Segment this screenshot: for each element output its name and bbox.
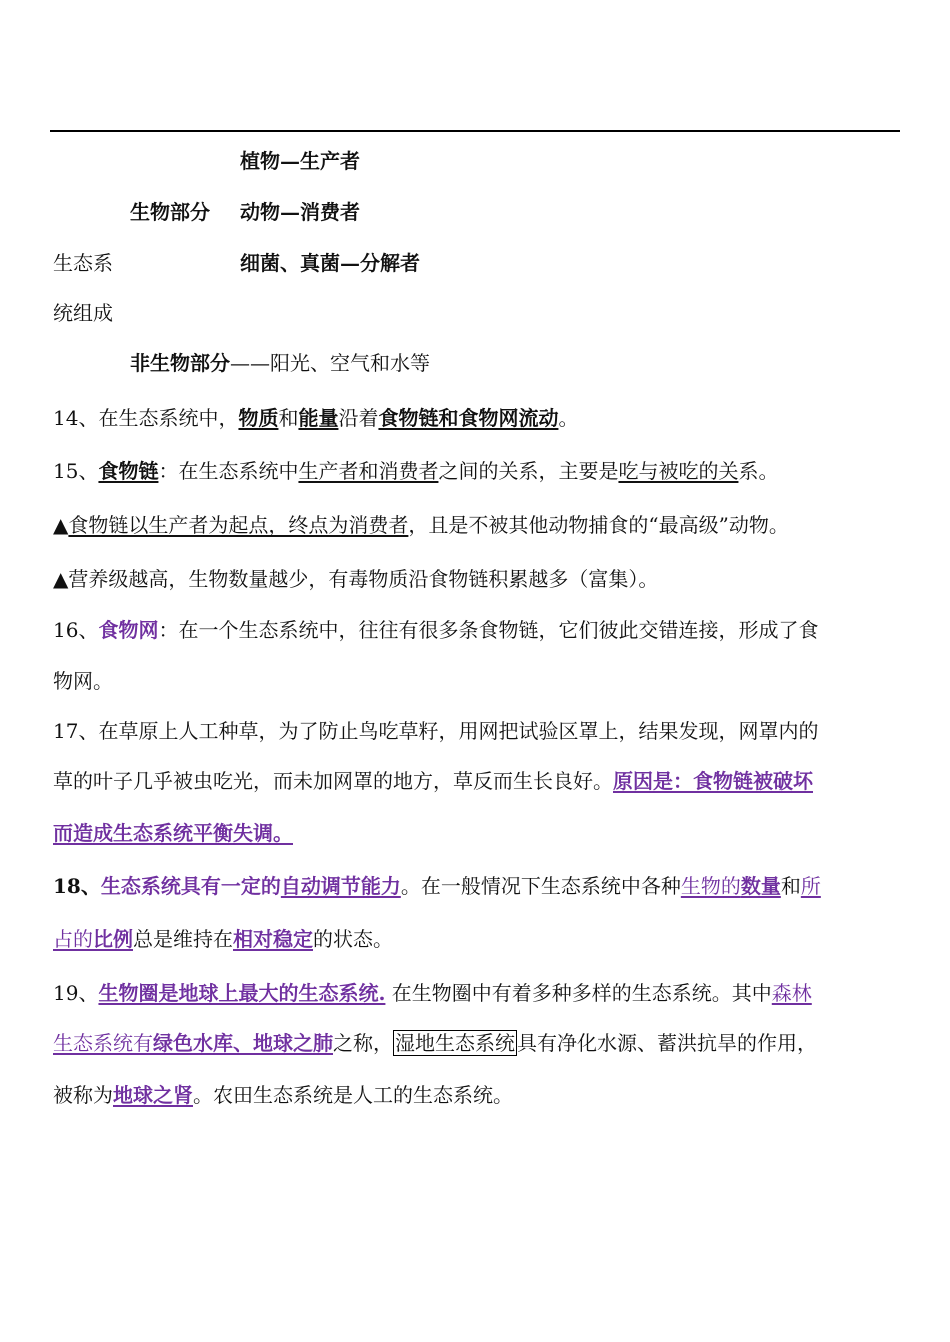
item-14: [53, 405, 578, 431]
item-text: ，且是不被其他动物捕食的“最高级”动物。: [408, 513, 789, 537]
keyword-food-chain-flow: 食物链和食物网流动: [378, 406, 559, 430]
item-text: 沿着: [338, 406, 379, 430]
item-number: 16、: [53, 618, 99, 642]
item-number: 18、: [53, 874, 101, 898]
producers-consumers: 生产者和消费者: [298, 459, 439, 483]
item-text: 。: [558, 406, 579, 430]
item-15: [53, 458, 778, 484]
nonliving-row: [130, 350, 430, 376]
note-underlined: 食物链以生产者为起点，终点为消费者: [68, 513, 409, 537]
keyword-matter: 物质: [238, 406, 279, 430]
wetland-boxed: 湿地生态系统: [395, 1031, 515, 1055]
term-self-regulation: 生态系统具有一定的: [100, 874, 281, 898]
keyword-earth-kidney: 地球之肾: [113, 1083, 193, 1107]
item-17-line1: 17、在草原上人工种草，为了防止鸟吃草籽，用网把试验区罩上，结果发现，网罩内的: [53, 719, 819, 743]
keyword-energy: 能量: [298, 406, 339, 430]
plants-producers: 植物—生产者: [240, 149, 360, 173]
keyword-organisms: 生物的: [680, 874, 741, 898]
item-19-line2: [53, 1030, 817, 1056]
ecosystem-label-b: 统组成: [53, 301, 113, 325]
item-18-line1: [53, 873, 821, 899]
triangle-icon: ▲: [53, 513, 69, 537]
keyword-proportion-start: 所: [800, 874, 821, 898]
item-text: 草的叶子几乎被虫吃光，而未加网罩的地方，草反而生长良好。: [53, 769, 613, 793]
item-text: 。在一般情况下生态系统中各种: [400, 874, 681, 898]
keyword-forest: 森林: [771, 981, 812, 1005]
living-part-label: 生物部分: [130, 200, 210, 224]
item-text: 具有净化水源、蓄洪抗旱的作用，: [517, 1031, 817, 1055]
item-number: 19、: [53, 981, 99, 1005]
ecosystem-label-a: 生态系: [53, 251, 113, 275]
item-text: 在生态系统中，: [98, 406, 239, 430]
item-text: 的状态。: [313, 927, 393, 951]
item-19-line3: [53, 1082, 513, 1108]
item-text: 总是维持在: [133, 927, 233, 951]
note-trophic-level: ▲营养级越高，生物数量越少，有毒物质沿食物链积累越多（富集）。: [53, 567, 659, 591]
nonliving-part-label: 非生物部分: [130, 351, 230, 375]
term-food-chain: 食物链: [98, 459, 159, 483]
keyword-quantity: 数量: [740, 874, 781, 898]
item-17-reason-end: 而造成生态系统平衡失调。: [53, 821, 293, 845]
item-16-line2: 物网。: [53, 669, 113, 693]
item-number: 15、: [53, 459, 99, 483]
term-food-web: 食物网: [98, 618, 159, 642]
keyword-self-regulation: 自动调节能力: [280, 874, 401, 898]
item-text: ：在一个生态系统中，往往有很多条食物链，它们彼此交错连接，形成了食: [158, 618, 819, 642]
item-text: 在生物圈中有着多种多样的生态系统。其中: [385, 981, 772, 1005]
item-text: ：在生态系统中: [158, 459, 299, 483]
keyword-biosphere: 生物圈是地球上最大的生态系统.: [98, 981, 386, 1005]
item-text: 系。: [738, 459, 779, 483]
item-text: 和: [780, 874, 801, 898]
item-18-line2: [53, 926, 393, 952]
item-19-line1: [53, 980, 812, 1006]
top-rule: [50, 130, 900, 132]
note-food-chain: [53, 512, 789, 538]
animals-consumers: 动物—消费者: [240, 200, 360, 224]
item-16-line1: [53, 617, 818, 643]
microbes-decomposers: 细菌、真菌—分解者: [240, 251, 420, 275]
item-text: 被称为: [53, 1083, 113, 1107]
keyword-proportion-mid: 占的: [53, 927, 93, 951]
nonliving-items: ——阳光、空气和水等: [230, 351, 430, 375]
keyword-stable: 相对稳定: [233, 927, 313, 951]
keyword-forest-ecosystem: 生态系统有: [53, 1031, 153, 1055]
item-text: 。农田生态系统是人工的生态系统。: [193, 1083, 513, 1107]
item-number: 14、: [53, 406, 99, 430]
item-17-line2: [53, 768, 813, 794]
item-text: 和: [278, 406, 299, 430]
keyword-ratio: 比例: [93, 927, 133, 951]
keyword-green-reservoir: 绿色水库、地球之肺: [153, 1031, 333, 1055]
eat-relation: 吃与被吃的关: [618, 459, 739, 483]
item-text: 之间的关系，主要是: [438, 459, 619, 483]
reason-text: 原因是：食物链被破坏: [613, 769, 813, 793]
item-text: 之称，: [333, 1031, 393, 1055]
